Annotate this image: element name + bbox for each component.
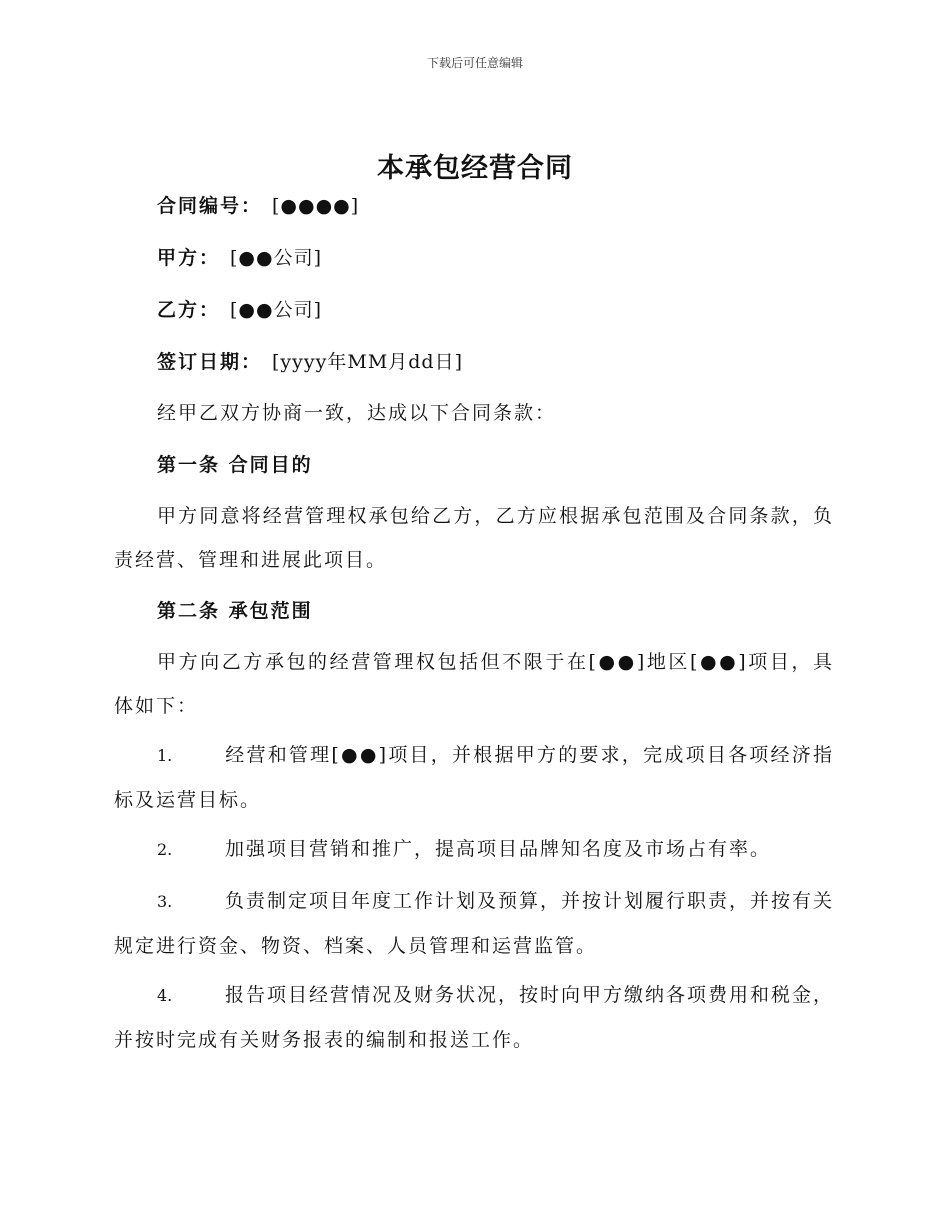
contract-number-field bbox=[157, 192, 359, 220]
sign-date-field bbox=[157, 348, 463, 376]
document-title: 本承包经营合同 bbox=[377, 153, 573, 184]
list-item bbox=[114, 827, 834, 872]
sign-date-label: 签订日期： bbox=[157, 351, 263, 373]
list-item-number: 3. bbox=[157, 892, 173, 911]
list-item-number: 2. bbox=[157, 840, 173, 859]
party-b-field bbox=[157, 296, 322, 324]
contract-number-value: [●●●●] bbox=[272, 195, 360, 217]
list-item bbox=[114, 973, 834, 1062]
list-item-number: 4. bbox=[157, 986, 173, 1005]
list-item-text: 报告项目经营情况及财务状况，按时向甲方缴纳各项费用和税金，并按时完成有关财务报表的编制和报送工作。 bbox=[114, 984, 835, 1051]
list-item-number: 1. bbox=[157, 746, 173, 765]
party-a-field bbox=[157, 244, 322, 272]
list-item-text: 负责制定项目年度工作计划及预算，并按计划履行职责，并按有关规定进行资金、物资、档案、人员管理和运营监管。 bbox=[114, 890, 835, 957]
list-item bbox=[114, 879, 834, 968]
list-item-text: 加强项目营销和推广，提高项目品牌知名度及市场占有率。 bbox=[225, 838, 772, 860]
list-item bbox=[114, 733, 834, 822]
article-2-heading: 第二条 承包范围 bbox=[157, 600, 313, 622]
party-a-label: 甲方： bbox=[157, 247, 221, 269]
party-b-value: [●●公司] bbox=[230, 299, 322, 321]
party-b-label: 乙方： bbox=[157, 299, 221, 321]
intro-paragraph: 经甲乙双方协商一致，达成以下合同条款： bbox=[157, 402, 557, 424]
header-note: 下载后可任意编辑 bbox=[426, 56, 523, 70]
sign-date-value: [yyyy年MM月dd日] bbox=[272, 351, 464, 373]
article-1-body: 甲方同意将经营管理权承包给乙方，乙方应根据承包范围及合同条款，负责经营、管理和进展此项目。 bbox=[114, 505, 834, 571]
article-2-body: 甲方向乙方承包的经营管理权包括但不限于在[●●]地区[●●]项目，具体如下： bbox=[114, 651, 834, 717]
list-item-text: 经营和管理[●●]项目，并根据甲方的要求，完成项目各项经济指标及运营目标。 bbox=[114, 744, 834, 811]
party-a-value: [●●公司] bbox=[230, 247, 322, 269]
contract-number-label: 合同编号： bbox=[157, 195, 263, 217]
article-1-heading: 第一条 合同目的 bbox=[157, 454, 313, 476]
